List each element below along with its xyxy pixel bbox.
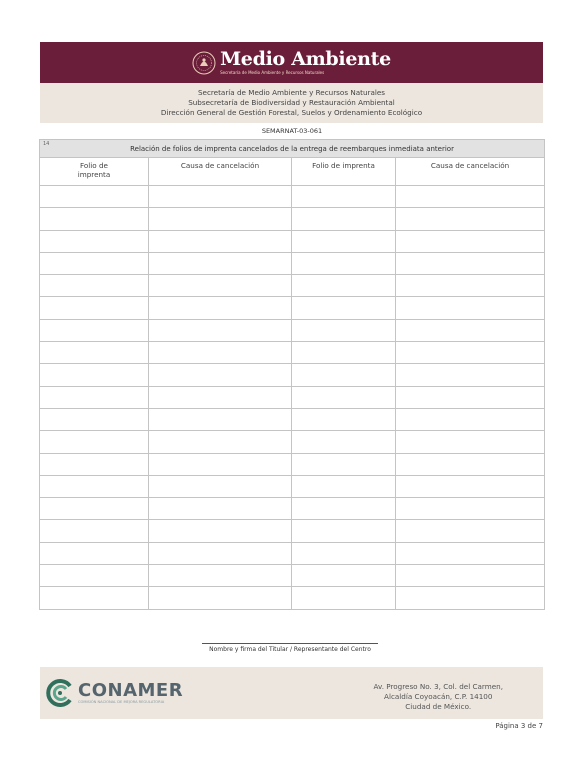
folio-cell[interactable] — [40, 408, 149, 430]
agency-line: Subsecretaría de Biodiversidad y Restauración Ambiental — [188, 98, 395, 107]
folio-cell[interactable] — [40, 565, 149, 587]
cause-cell[interactable] — [396, 565, 545, 587]
cause-cell[interactable] — [396, 342, 545, 364]
cause-cell[interactable] — [149, 431, 292, 453]
table-row — [40, 342, 545, 364]
cause-cell[interactable] — [396, 453, 545, 475]
folio-cell[interactable] — [292, 542, 396, 564]
cause-cell[interactable] — [149, 542, 292, 564]
page-number: Página 3 de 7 — [495, 722, 543, 730]
cause-cell[interactable] — [149, 342, 292, 364]
table-row — [40, 297, 545, 319]
table-row — [40, 208, 545, 230]
cause-cell[interactable] — [396, 587, 545, 609]
cause-cell[interactable] — [396, 475, 545, 497]
folio-cell[interactable] — [292, 587, 396, 609]
cause-cell[interactable] — [396, 297, 545, 319]
agency-line: Secretaría de Medio Ambiente y Recursos Naturales — [197, 88, 386, 97]
address-block — [374, 682, 504, 712]
table-row — [40, 453, 545, 475]
address-line: Ciudad de México. — [405, 702, 472, 711]
folio-cell[interactable] — [40, 453, 149, 475]
cause-cell[interactable] — [396, 431, 545, 453]
cause-cell[interactable] — [396, 186, 545, 208]
section-header — [40, 140, 545, 158]
cause-cell[interactable] — [149, 520, 292, 542]
folio-cell[interactable] — [292, 520, 396, 542]
conamer-name: CONAMER — [78, 679, 184, 701]
table-row — [40, 498, 545, 520]
header-subtitle: Secretaría de Medio Ambiente y Recursos Naturales — [220, 70, 325, 75]
agency-line: Dirección General de Gestión Forestal, Suelos y Ordenamiento Ecológico — [160, 108, 423, 117]
conamer-subtitle: COMISIÓN NACIONAL DE MEJORA REGULATORIA — [78, 699, 165, 704]
cause-cell[interactable] — [396, 230, 545, 252]
folio-cell[interactable] — [40, 208, 149, 230]
form-code: SEMARNAT-03-061 — [261, 127, 323, 135]
cause-cell[interactable] — [396, 498, 545, 520]
national-seal-icon — [192, 51, 216, 75]
folio-cell[interactable] — [292, 408, 396, 430]
table-row — [40, 275, 545, 297]
folio-cell[interactable] — [40, 386, 149, 408]
folio-cell[interactable] — [292, 208, 396, 230]
folio-cell[interactable] — [292, 386, 396, 408]
folio-cell[interactable] — [40, 542, 149, 564]
cause-cell[interactable] — [149, 252, 292, 274]
cause-cell[interactable] — [149, 475, 292, 497]
header-title: Medio Ambiente — [220, 48, 391, 70]
cause-cell[interactable] — [396, 542, 545, 564]
cause-cell[interactable] — [149, 275, 292, 297]
table-row — [40, 186, 545, 208]
table-row — [40, 386, 545, 408]
cause-cell[interactable] — [149, 386, 292, 408]
table-row — [40, 252, 545, 274]
column-header-row — [40, 158, 545, 186]
cause-cell[interactable] — [149, 319, 292, 341]
cause-cell[interactable] — [149, 230, 292, 252]
folio-cell[interactable] — [292, 431, 396, 453]
cause-cell[interactable] — [149, 453, 292, 475]
table-row — [40, 542, 545, 564]
column-header: Folio de imprenta — [292, 158, 396, 186]
folio-cell[interactable] — [40, 431, 149, 453]
cancelled-folios-table — [39, 139, 545, 610]
conamer-logo — [45, 678, 183, 708]
cause-cell[interactable] — [149, 297, 292, 319]
folio-cell[interactable] — [292, 565, 396, 587]
folio-cell[interactable] — [40, 230, 149, 252]
cause-cell[interactable] — [149, 408, 292, 430]
conamer-emblem-icon — [45, 678, 75, 708]
medio-ambiente-logo — [192, 50, 391, 75]
folio-cell[interactable] — [292, 342, 396, 364]
column-header: Causa de cancelación — [396, 158, 545, 186]
folio-cell[interactable] — [40, 587, 149, 609]
folio-cell[interactable] — [292, 498, 396, 520]
folio-cell[interactable] — [40, 297, 149, 319]
table-row — [40, 408, 545, 430]
cause-cell[interactable] — [396, 520, 545, 542]
folio-cell[interactable] — [40, 275, 149, 297]
table-row — [40, 587, 545, 609]
folio-cell[interactable] — [292, 297, 396, 319]
folio-cell[interactable] — [40, 342, 149, 364]
cause-cell[interactable] — [396, 252, 545, 274]
folio-cell[interactable] — [292, 275, 396, 297]
cause-cell[interactable] — [149, 186, 292, 208]
signature-line: Nombre y firma del Titular / Representante del Centro — [202, 643, 378, 653]
folio-cell[interactable] — [292, 475, 396, 497]
folio-cell[interactable] — [40, 475, 149, 497]
folio-cell[interactable] — [292, 230, 396, 252]
folio-cell[interactable] — [292, 453, 396, 475]
folio-cell[interactable] — [40, 520, 149, 542]
cause-cell[interactable] — [396, 408, 545, 430]
cause-cell[interactable] — [149, 587, 292, 609]
cause-cell[interactable] — [149, 565, 292, 587]
footer-band — [40, 667, 543, 719]
cause-cell[interactable] — [149, 364, 292, 386]
address-line: Alcaldía Coyoacán, C.P. 14100 — [384, 692, 493, 701]
folio-cell[interactable] — [292, 364, 396, 386]
table-row — [40, 319, 545, 341]
cause-cell[interactable] — [396, 208, 545, 230]
table-row — [40, 230, 545, 252]
cause-cell[interactable] — [149, 498, 292, 520]
header-banner — [40, 42, 543, 83]
folio-cell[interactable] — [40, 319, 149, 341]
folio-cell[interactable] — [40, 186, 149, 208]
folio-cell[interactable] — [292, 319, 396, 341]
table-row — [40, 431, 545, 453]
cause-cell[interactable] — [396, 319, 545, 341]
cause-cell[interactable] — [396, 386, 545, 408]
table-row — [40, 565, 545, 587]
table-row — [40, 364, 545, 386]
agency-block — [40, 83, 543, 123]
folio-cell[interactable] — [40, 364, 149, 386]
cause-cell[interactable] — [396, 364, 545, 386]
address-line: Av. Progreso No. 3, Col. del Carmen, — [373, 682, 503, 691]
folio-cell[interactable] — [40, 252, 149, 274]
folio-cell[interactable] — [292, 252, 396, 274]
column-header: Folio de imprenta — [40, 158, 149, 186]
table-row — [40, 475, 545, 497]
section-title: Relación de folios de imprenta cancelados de la entrega de reembarques inmediata anterior — [130, 144, 454, 153]
folio-cell[interactable] — [292, 186, 396, 208]
table-row — [40, 520, 545, 542]
cause-cell[interactable] — [149, 208, 292, 230]
cause-cell[interactable] — [396, 275, 545, 297]
column-header: Causa de cancelación — [149, 158, 292, 186]
section-number: 14 — [43, 141, 50, 147]
folio-cell[interactable] — [40, 498, 149, 520]
table-body — [40, 186, 545, 610]
